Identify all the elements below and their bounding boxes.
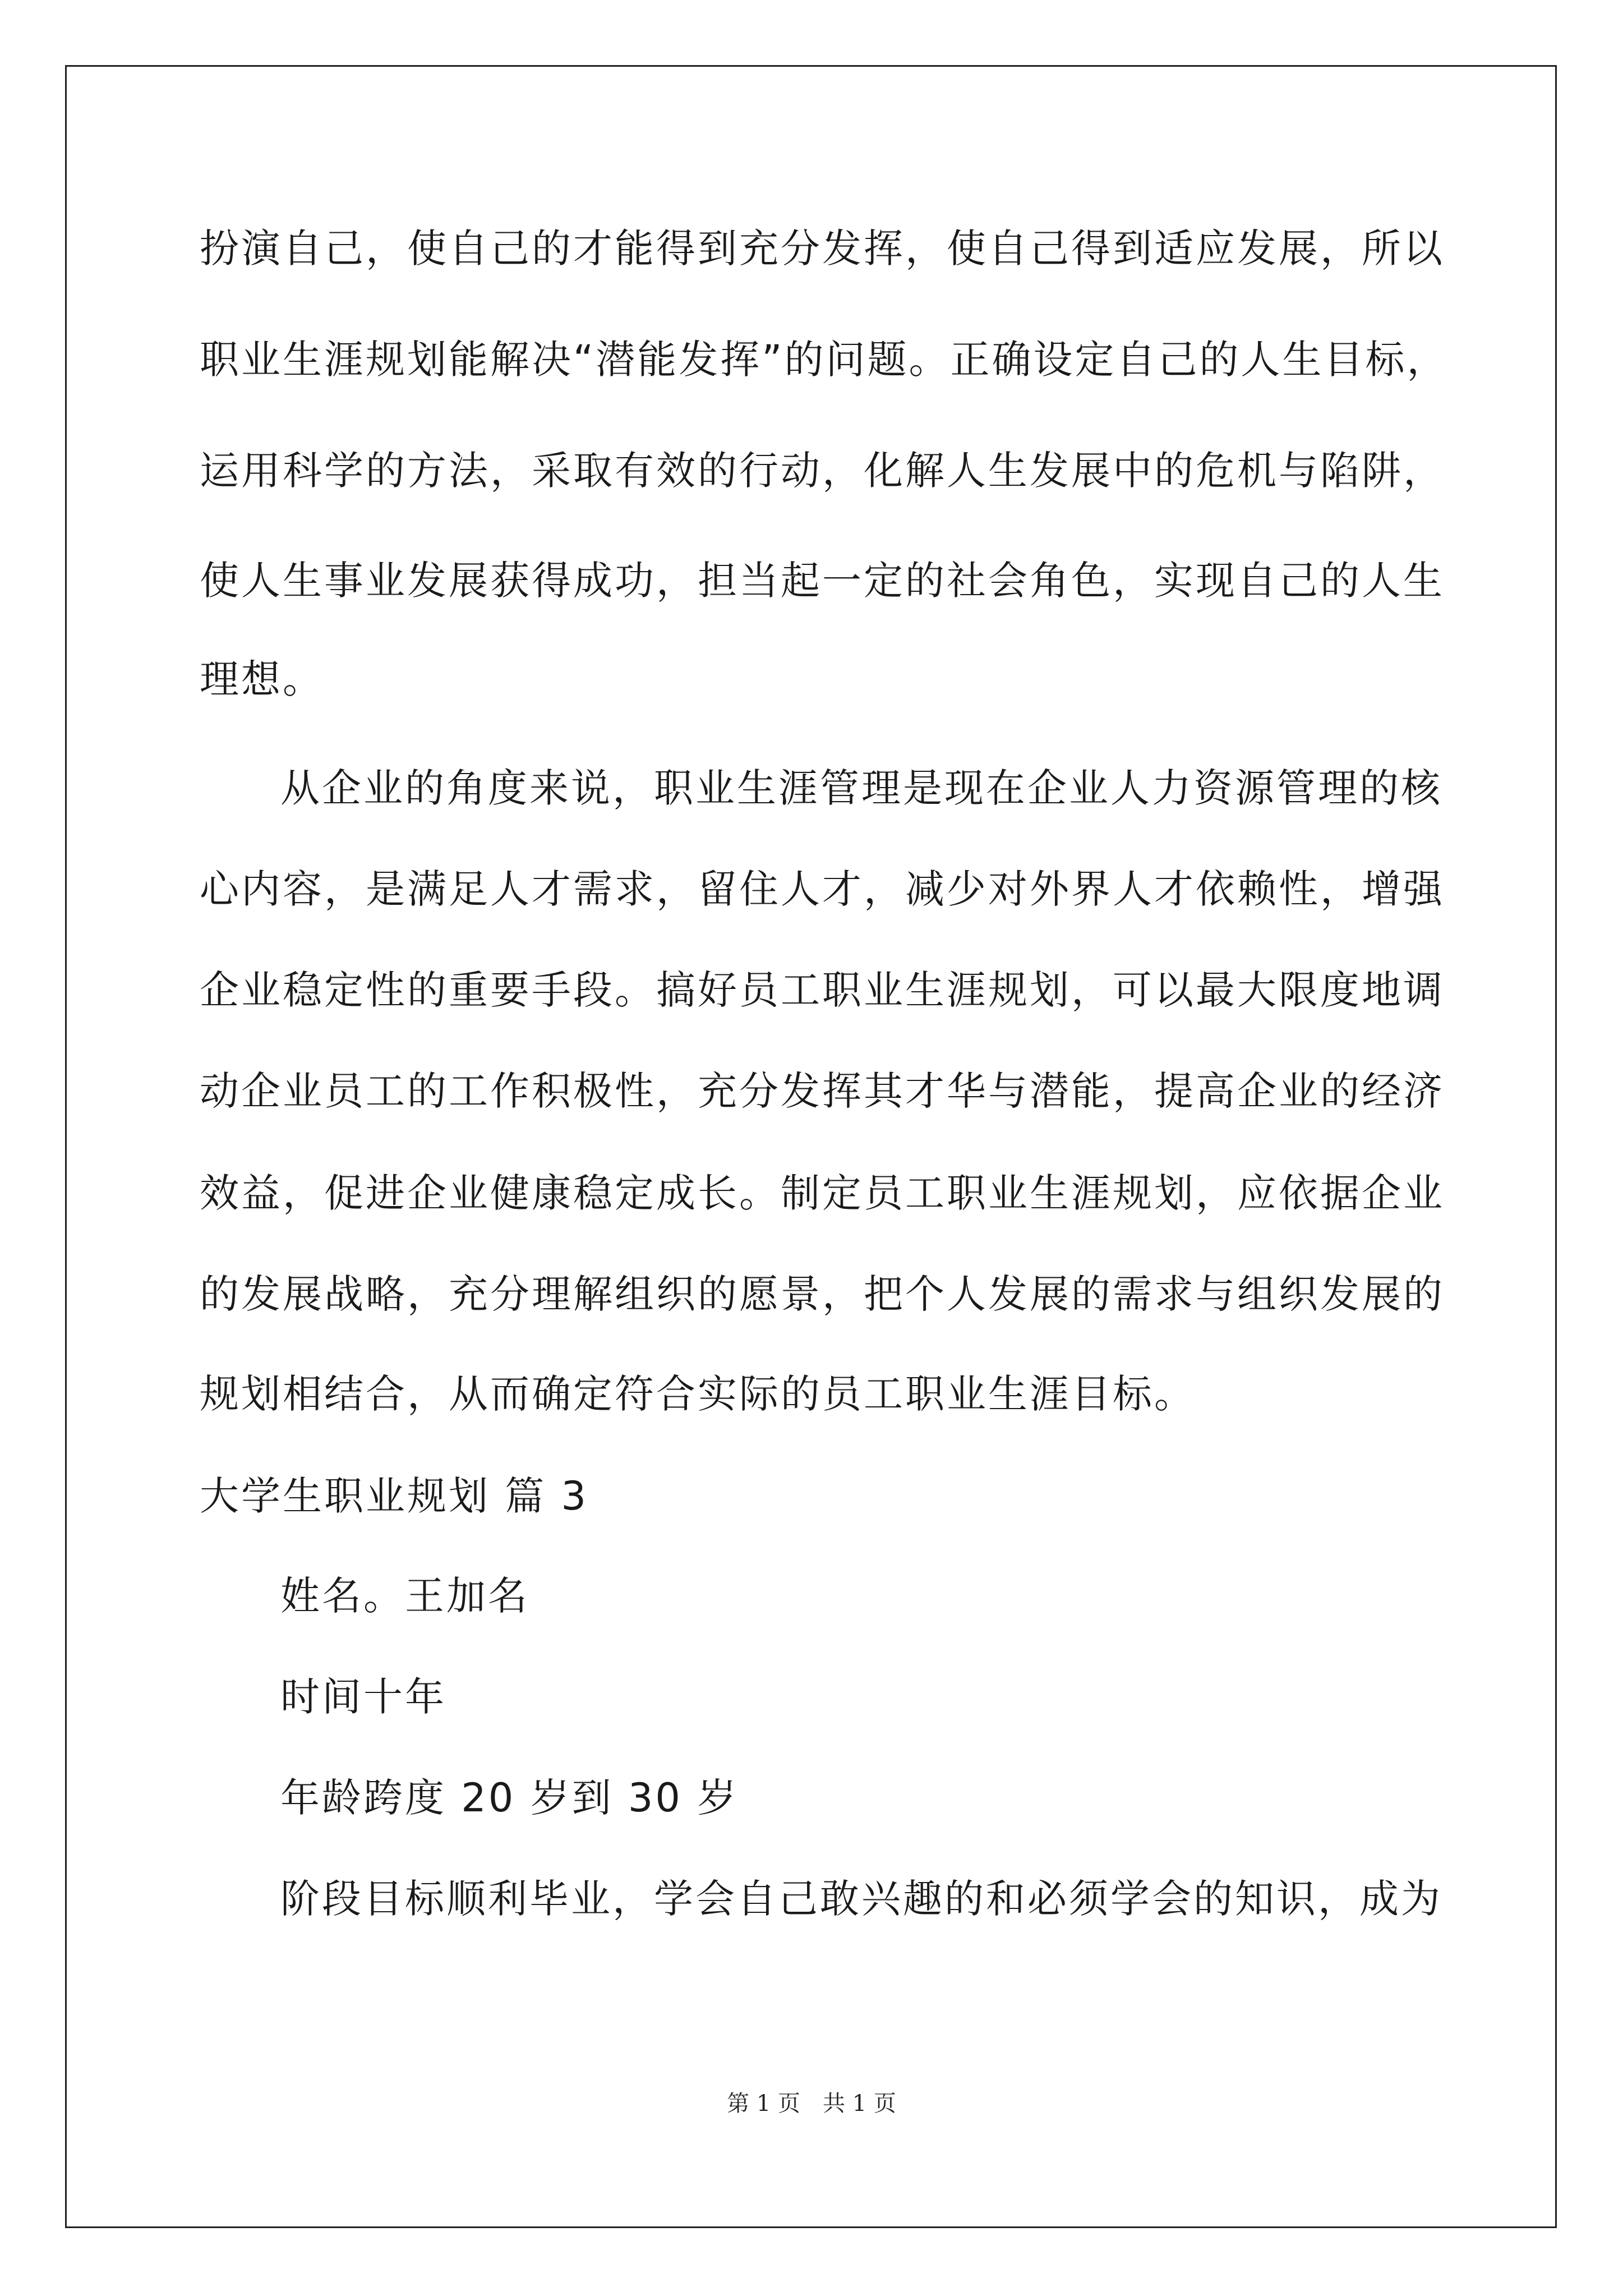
paragraph-line: 心内容，是满足人才需求，留住人才，减少对外界人才依赖性，增强 (200, 866, 1445, 912)
time-line: 时间十年 (280, 1674, 446, 1720)
name-line: 姓名。王加名 (280, 1573, 529, 1619)
paragraph-line: 规划相结合，从而确定符合实际的员工职业生涯目标。 (200, 1371, 1196, 1417)
paragraph-line: 效益，促进企业健康稳定成长。制定员工职业生涯规划，应依据企业 (200, 1170, 1445, 1216)
page-footer: 第 1 页 共 1 页 (727, 2091, 896, 2116)
paragraph-line: 的发展战略，充分理解组织的愿景，把个人发展的需求与组织发展的 (200, 1271, 1445, 1317)
paragraph-line: 理想。 (200, 656, 324, 702)
paragraph-line: 职业生涯规划能解决“潜能发挥”的问题。正确设定自己的人生目标， (200, 337, 1449, 383)
section-heading: 大学生职业规划 篇 3 (200, 1473, 589, 1519)
paragraph-line: 企业稳定性的重要手段。搞好员工职业生涯规划，可以最大限度地调 (200, 967, 1445, 1013)
paragraph-line: 从企业的角度来说，职业生涯管理是现在企业人力资源管理的核 (280, 765, 1442, 811)
paragraph-line: 动企业员工的工作积极性，充分发挥其才华与潜能，提高企业的经济 (200, 1068, 1445, 1114)
paragraph-line: 使人生事业发展获得成功，担当起一定的社会角色，实现自己的人生 (200, 558, 1445, 604)
age-span-line: 年龄跨度 20 岁到 30 岁 (280, 1775, 739, 1821)
paragraph-line: 扮演自己，使自己的才能得到充分发挥，使自己得到适应发展，所以 (200, 226, 1445, 272)
paragraph-line: 运用科学的方法，采取有效的行动，化解人生发展中的危机与陷阱， (200, 448, 1445, 494)
stage-goal-line: 阶段目标顺利毕业，学会自己敢兴趣的和必须学会的知识，成为 (280, 1876, 1442, 1922)
